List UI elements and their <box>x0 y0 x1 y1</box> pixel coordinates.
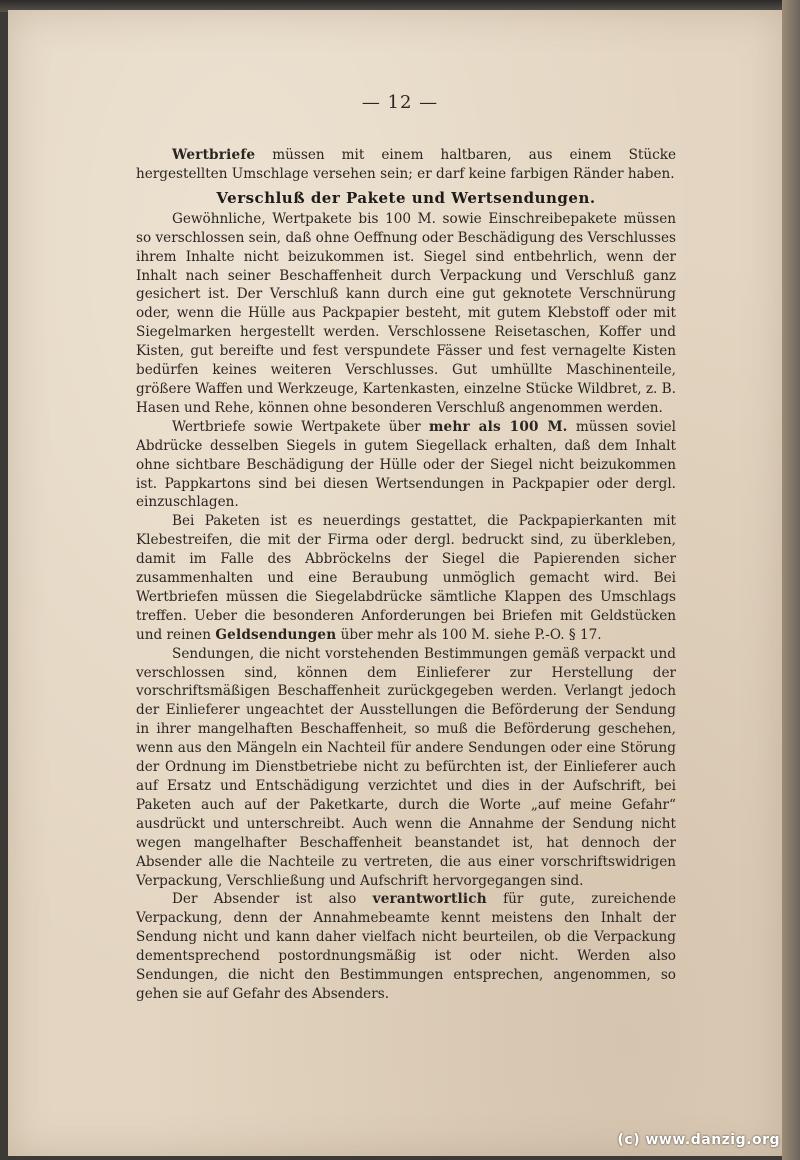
paragraph-packaging-rules: Gewöhnliche, Wertpakete bis 100 M. sowie Einschreibepakete müssen so verschlossen sein, daß ohne Oeffnung oder Beschädigung des Verschlusses ihrem Inhalte nicht beizukommen ist. Siegel sind entbehrlich, wenn der Inhalt nach seiner Beschaffenheit durch Verpackung und Verschluß ganz gesichert ist. Der Verschluß kann durch eine gut geknotete Verschnürung oder, wenn die Hülle aus Packpapier besteht, mit gutem Klebstoff oder mit Siegelmarken hergestellt werden. Verschlossene Reisetaschen, Koffer und Kisten, gut bereifte und fest verspundete Fässer und fest vernagelte Kisten bedürfen keines weiteren Verschlusses. Gut umhüllte Maschinenteile, größere Waffen und Werkzeuge, Kartenkasten, einzelne Stücke Wildbret, z. B. Hasen und Rehe, können ohne besonderen Verschluß angenommen werden. <box>136 210 676 416</box>
paragraph-value-letters-text-b: müssen soviel Abdrücke desselben Siegels in gutem Siegellack erhalten, daß dem Inhalt ohne sichtbare Beschädigung der Hülle oder der Siegel nicht beizukommen ist. Pappkartons sind bei diesen Wertsendungen in Packpapier oder dergl. einzuschlagen. <box>136 418 676 511</box>
paragraph-value-letters-text-a: Wertbriefe sowie Wertpakete über <box>172 418 429 435</box>
paragraph-adhesive-strips-bold: Geldsendungen <box>215 626 337 643</box>
intro-text: müssen mit einem haltbaren, aus einem Stücke hergestellten Umschlage versehen sein; er darf keine farbigen Ränder haben. <box>136 147 676 182</box>
paragraph-nonconforming-shipments: Sendungen, die nicht vorstehenden Bestimmungen gemäß verpackt und verschlossen sind, können dem Einlieferer zur Herstellung der vorschriftsmäßigen Beschaffenheit zurückgegeben werden. Verlangt jedoch der Einlieferer ungeachtet der Ausstellungen die Beförderung der Sendung in ihrer mangelhaften Beschaffenheit, so muß die Beförderung geschehen, wenn aus den Mängeln ein Nachteil für andere Sendungen oder eine Störung der Ordnung im Dienstbetriebe nicht zu befürchten ist, der Einlieferer auch auf Ersatz und Entschädigung verzichtet und dies in der Aufschrift, bei Paketen auch auf der Paketkarte, durch die Worte „auf meine Gefahr“ ausdrückt und unterschreibt. Auch wenn die Annahme der Sendung nicht wegen mangelhafter Beschaffenheit beanstandet ist, hat dennoch der Absender alle die Nachteile zu vertreten, die aus einer vorschriftswidrigen Verpackung, Verschließung und Aufschrift hervorgegangen sind. <box>136 645 676 889</box>
scan-background-right <box>782 0 800 1160</box>
section-heading: Verschluß der Pakete und Wertsendungen. <box>216 188 596 207</box>
page-number: — 12 — <box>361 92 439 113</box>
intro-paragraph <box>136 146 676 184</box>
paragraph-sender-responsibility-text-b: für gute, zureichende Verpackung, denn der Annahmebeamte kennt meistens den Inhalt der Sendung nicht und kann daher vielfach nicht beurteilen, ob die Verpackung dementsprechend postordnungsmäßig ist oder nicht. Werden also Sendungen, die nicht den Bestimmungen entsprechen, angenommen, so gehen sie auf Gefahr des Absenders. <box>136 891 676 1002</box>
paragraph-sender-responsibility-bold: verantwortlich <box>372 891 487 908</box>
copyright-watermark: (c) www.danzig.org <box>617 1132 780 1148</box>
paragraph-sender-responsibility-text-a: Der Absender ist also <box>172 891 373 908</box>
intro-bold-term: Wertbriefe <box>172 147 256 163</box>
paragraph-adhesive-strips-text-b: über mehr als 100 M. siehe P.-O. § 17. <box>336 626 602 643</box>
paragraph-adhesive-strips-text-a: Bei Paketen ist es neuerdings gestattet, die Packpapierkanten mit Klebestreifen, die mit der Firma oder dergl. bedruckt sind, zu überkleben, damit im Falle des Abbröckelns der Siegel die Papierenden sicher zusammenhalten und eine Beraubung unmöglich gemacht wird. Bei Wertbriefen müssen die Siegelabdrücke sämtliche Klappen des Umschlags treffen. Ueber die besonderen Anforderungen bei Briefen mit Geldstücken und reinen <box>136 513 676 643</box>
paragraph-sender-responsibility <box>136 890 676 1003</box>
paragraph-adhesive-strips <box>136 512 676 644</box>
paragraph-value-letters <box>136 418 676 513</box>
page-body <box>136 146 676 1004</box>
paragraph-value-letters-bold: mehr als 100 M. <box>428 418 568 435</box>
